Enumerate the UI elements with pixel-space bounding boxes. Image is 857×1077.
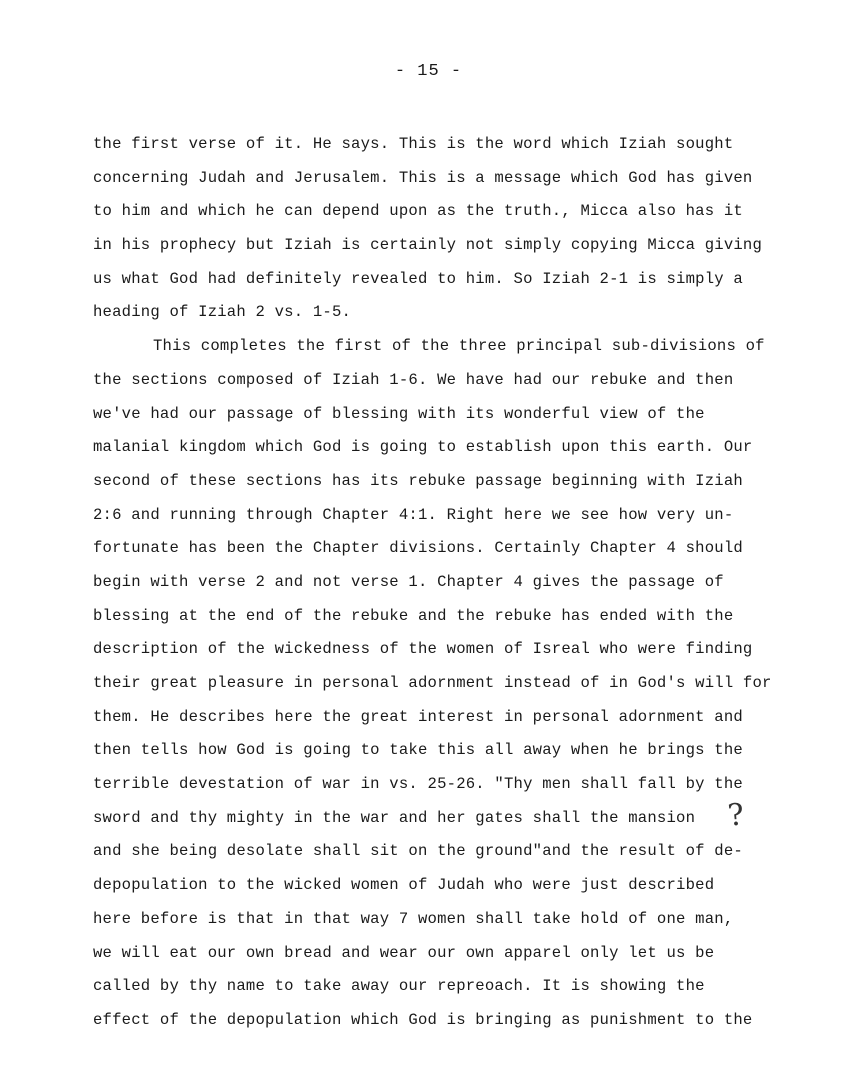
text-line: depopulation to the wicked women of Judah who were just described bbox=[93, 876, 715, 895]
text-line: terrible devestation of war in vs. 25-26. "Thy men shall fall by the bbox=[93, 775, 743, 794]
text-line: blessing at the end of the rebuke and the rebuke has ended with the bbox=[93, 606, 734, 625]
text-line: malanial kingdom which God is going to establish upon this earth. Our bbox=[93, 438, 753, 457]
text-line: fortunate has been the Chapter divisions. Certainly Chapter 4 should bbox=[93, 539, 743, 558]
text-line: the sections composed of Iziah 1-6. We have had our rebuke and then bbox=[93, 370, 734, 389]
text-line: effect of the depopulation which God is bringing as punishment to the bbox=[93, 1010, 753, 1029]
text-line: called by thy name to take away our repreoach. It is showing the bbox=[93, 977, 705, 996]
text-line: in his prophecy but Iziah is certainly not simply copying Micca giving bbox=[93, 236, 763, 255]
page-number: - 15 - bbox=[394, 62, 463, 81]
handwritten-question-mark: ? bbox=[726, 797, 746, 834]
text-line: second of these sections has its rebuke passage beginning with Iziah bbox=[93, 471, 743, 490]
text-line: the first verse of it. He says. This is the word which Iziah sought bbox=[93, 135, 734, 153]
text-line: and she being desolate shall sit on the ground"and the result of de- bbox=[93, 842, 743, 861]
text-line: their great pleasure in personal adornment instead of in God's will for bbox=[93, 674, 772, 692]
body-text bbox=[93, 128, 813, 1038]
text-line: begin with verse 2 and not verse 1. Chapter 4 gives the passage of bbox=[93, 572, 724, 591]
text-line: we've had our passage of blessing with its wonderful view of the bbox=[93, 404, 705, 423]
paragraph-first-line: This completes the first of the three principal sub-divisions of bbox=[153, 337, 765, 356]
text-line: us what God had definitely revealed to him. So Iziah 2-1 is simply a bbox=[93, 269, 743, 288]
text-line: here before is that in that way 7 women shall take hold of one man, bbox=[93, 909, 734, 928]
text-line: then tells how God is going to take this all away when he brings the bbox=[93, 741, 743, 760]
text-line: 2:6 and running through Chapter 4:1. Right here we see how very un- bbox=[93, 505, 734, 524]
text-line: to him and which he can depend upon as the truth., Micca also has it bbox=[93, 202, 743, 221]
text-line: description of the wickedness of the women of Isreal who were finding bbox=[93, 640, 753, 659]
text-line: concerning Judah and Jerusalem. This is a message which God has given bbox=[93, 168, 753, 187]
text-line: them. He describes here the great interest in personal adornment and bbox=[93, 707, 743, 726]
text-line: we will eat our own bread and wear our own apparel only let us be bbox=[93, 943, 715, 962]
text-line: sword and thy mighty in the war and her gates shall the mansion bbox=[93, 808, 696, 827]
text-line: heading of Iziah 2 vs. 1-5. bbox=[93, 303, 352, 322]
